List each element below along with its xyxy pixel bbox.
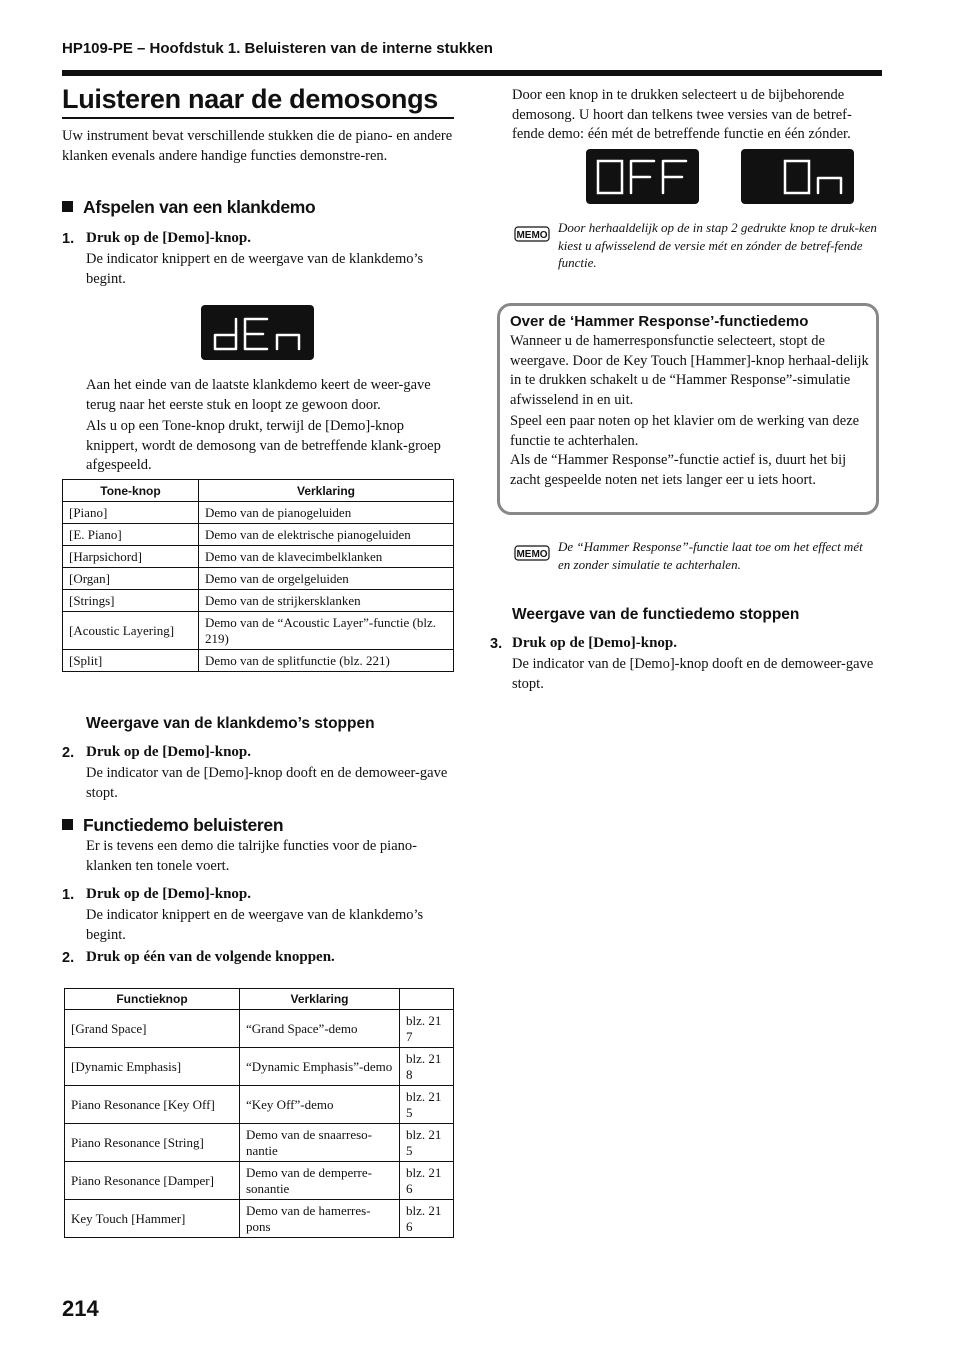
step-number: 1.	[62, 231, 75, 247]
table-header: Tone-knop	[63, 480, 199, 502]
section-heading-klankdemo: Afspelen van een klankdemo	[62, 197, 315, 218]
svg-text:MEMO: MEMO	[516, 549, 548, 560]
title-rule	[62, 117, 454, 119]
step-number: 2.	[62, 950, 75, 966]
memo-icon	[514, 225, 550, 248]
header-rule	[62, 70, 882, 76]
section-heading-functiedemo: Functiedemo beluisteren	[62, 815, 283, 836]
table-row: [Strings] Demo van de strijkersklanken	[63, 590, 454, 612]
paragraph: Als u op een Tone-knop drukt, terwijl de [Demo]-knop knippert, wordt de demosong van de betreffende klank-groep afgespeeld.	[86, 418, 441, 473]
table-row: [Dynamic Emphasis] “Dynamic Emphasis”-demo blz. 21 8	[65, 1048, 454, 1086]
segment-display-icon	[741, 149, 854, 204]
memo-icon	[514, 544, 550, 567]
step-number: 2.	[62, 745, 75, 761]
lcd-display-off	[586, 149, 699, 204]
table-row: Key Touch [Hammer] Demo van de hamerres-pons blz. 21 6	[65, 1200, 454, 1238]
step-description: De indicator van de [Demo]-knop dooft en de demoweer-gave stopt.	[512, 656, 874, 692]
table-row: [Harpsichord] Demo van de klavecimbelklanken	[63, 546, 454, 568]
subheading-stop-klankdemo: Weergave van de klankdemo’s stoppen	[86, 715, 375, 732]
step-title: Druk op de [Demo]-knop.	[86, 886, 252, 902]
step-title: Druk op de [Demo]-knop.	[86, 230, 252, 246]
paragraph: Wanneer u de hamerresponsfunctie selecteert, stopt de weergave. Door de Key Touch [Hammer]-knop herhaal-delijk in te drukken schakelt u de “Hammer Response”-simulatie afwisselend in en uit.	[510, 333, 869, 408]
memo-text: Door herhaaldelijk op de in stap 2 gedrukte knop te druk-ken kiest u afwisselend de versie mét en zónder de betref-fende functie.	[558, 220, 877, 270]
function-table	[64, 988, 454, 1238]
step-number: 3.	[490, 636, 503, 652]
table-row: [Acoustic Layering] Demo van de “Acoustic Layer”-functie (blz. 219)	[63, 612, 454, 650]
step-description: De indicator van de [Demo]-knop dooft en de demoweer-gave stopt.	[86, 765, 448, 801]
segment-display-icon	[586, 149, 699, 204]
bullet-square-icon	[62, 201, 73, 212]
table-row: Piano Resonance [Key Off] “Key Off”-demo blz. 21 5	[65, 1086, 454, 1124]
step-number: 1.	[62, 887, 75, 903]
subheading-stop-functiedemo: Weergave van de functiedemo stoppen	[512, 606, 800, 623]
bullet-square-icon	[62, 819, 73, 830]
table-row: [Organ] Demo van de orgelgeluiden	[63, 568, 454, 590]
lcd-display-on	[741, 149, 854, 204]
info-box-title: Over de ‘Hammer Response’-functiedemo	[510, 313, 809, 330]
paragraph: Speel een paar noten op het klavier om de werking van deze functie te achterhalen.	[510, 413, 860, 449]
svg-text:MEMO: MEMO	[516, 230, 548, 241]
info-box-hammer-response	[497, 303, 879, 515]
paragraph: Aan het einde van de laatste klankdemo keert de weer-gave terug naar het eerste stuk en loopt ze gewoon door.	[86, 377, 431, 413]
step-description: De indicator knippert en de weergave van de klankdemo’s begint.	[86, 251, 424, 287]
page-number: 214	[62, 1296, 99, 1321]
lcd-display-den	[201, 305, 314, 360]
intro-paragraph: Uw instrument bevat verschillende stukken die de piano- en andere klanken evenals andere handige functies demonstre-ren.	[62, 128, 453, 164]
table-header: Functieknop	[65, 989, 240, 1010]
table-header: Verklaring	[199, 480, 454, 502]
table-header: Verklaring	[240, 989, 400, 1010]
running-head: HP109-PE – Hoofdstuk 1. Beluisteren van de interne stukken	[62, 40, 493, 57]
step-description: De indicator knippert en de weergave van de klankdemo’s begint.	[86, 907, 424, 943]
step-title: Druk op één van de volgende knoppen.	[86, 949, 335, 965]
page-title: Luisteren naar de demosongs	[62, 84, 438, 114]
table-row: [E. Piano] Demo van de elektrische pianogeluiden	[63, 524, 454, 546]
table-row: Piano Resonance [Damper] Demo van de demperre-sonantie blz. 21 6	[65, 1162, 454, 1200]
paragraph: Als de “Hammer Response”-functie actief is, duurt het bij zacht gespeelde noten net iets langer eer u iets hoort.	[510, 452, 847, 488]
tone-table	[62, 479, 454, 672]
table-row: [Piano] Demo van de pianogeluiden	[63, 502, 454, 524]
table-row: [Split] Demo van de splitfunctie (blz. 221)	[63, 650, 454, 672]
table-row: [Grand Space] “Grand Space”-demo blz. 21 7	[65, 1010, 454, 1048]
memo-text: De “Hammer Response”-functie laat toe om het effect mét en zonder simulatie te achterhalen.	[558, 539, 863, 572]
paragraph: Door een knop in te drukken selecteert u de bijbehorende demosong. U hoort dan telkens twee versies van de betref-fende demo: één mét de betreffende functie en één zónder.	[512, 87, 852, 142]
segment-display-icon	[201, 305, 314, 360]
step-title: Druk op de [Demo]-knop.	[512, 635, 678, 651]
table-row: Piano Resonance [String] Demo van de snaarreso-nantie blz. 21 5	[65, 1124, 454, 1162]
table-header	[400, 989, 454, 1010]
paragraph: Er is tevens een demo die talrijke functies voor de piano-klanken ten tonele voert.	[86, 838, 417, 874]
step-title: Druk op de [Demo]-knop.	[86, 744, 252, 760]
